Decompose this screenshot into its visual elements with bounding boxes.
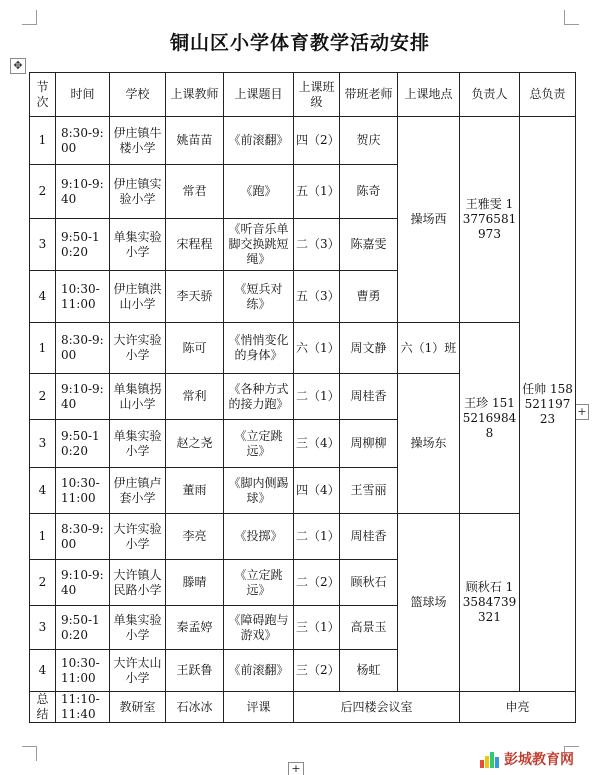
time-cell: 10:30-11:00 bbox=[56, 468, 110, 514]
period-cell: 1 bbox=[30, 323, 56, 374]
manager-cell: 王雅雯 13776581973 bbox=[460, 117, 520, 323]
homeroom-teacher-cell: 陈奇 bbox=[340, 165, 398, 219]
location-cell: 操场东 bbox=[398, 374, 460, 514]
add-column-plus-icon[interactable]: + bbox=[575, 404, 589, 420]
school-cell: 单集实验小学 bbox=[110, 420, 166, 468]
column-header: 负责人 bbox=[460, 73, 520, 117]
homeroom-teacher-cell: 贺庆 bbox=[340, 117, 398, 165]
column-header: 节次 bbox=[30, 73, 56, 117]
topic-cell: 《前滚翻》 bbox=[224, 117, 294, 165]
time-cell: 8:30-9:00 bbox=[56, 514, 110, 560]
location-cell: 六（1）班 bbox=[398, 323, 460, 374]
time-cell: 10:30-11:00 bbox=[56, 271, 110, 323]
column-header: 上课题目 bbox=[224, 73, 294, 117]
class-cell: 六（1） bbox=[294, 323, 340, 374]
homeroom-teacher-cell: 曹勇 bbox=[340, 271, 398, 323]
period-cell: 3 bbox=[30, 420, 56, 468]
homeroom-teacher-cell: 周文静 bbox=[340, 323, 398, 374]
class-cell: 五（1） bbox=[294, 165, 340, 219]
period-cell: 3 bbox=[30, 606, 56, 650]
teacher-cell: 宋程程 bbox=[166, 219, 224, 271]
school-cell: 大许镇人民路小学 bbox=[110, 560, 166, 606]
topic-cell: 《悄悄变化的身体》 bbox=[224, 323, 294, 374]
class-cell: 四（2） bbox=[294, 117, 340, 165]
summary-label-cell: 总结 bbox=[30, 692, 56, 723]
location-cell: 操场西 bbox=[398, 117, 460, 323]
homeroom-teacher-cell: 陈嘉雯 bbox=[340, 219, 398, 271]
time-cell: 9:10-9:40 bbox=[56, 560, 110, 606]
summary-place-cell: 后四楼会议室 bbox=[294, 692, 460, 723]
time-cell: 9:10-9:40 bbox=[56, 374, 110, 420]
class-cell: 二（1） bbox=[294, 374, 340, 420]
time-cell: 9:50-10:20 bbox=[56, 219, 110, 271]
watermark-logo bbox=[478, 748, 598, 770]
page-corner-mark bbox=[22, 10, 37, 25]
class-cell: 二（3） bbox=[294, 219, 340, 271]
topic-cell: 《投掷》 bbox=[224, 514, 294, 560]
teacher-cell: 常利 bbox=[166, 374, 224, 420]
table-move-handle-icon[interactable]: ✥ bbox=[10, 58, 26, 74]
topic-cell: 《脚内侧踢球》 bbox=[224, 468, 294, 514]
topic-cell: 《听音乐单脚交换跳短绳》 bbox=[224, 219, 294, 271]
column-header: 带班老师 bbox=[340, 73, 398, 117]
teacher-cell: 常君 bbox=[166, 165, 224, 219]
time-cell: 10:30-11:00 bbox=[56, 650, 110, 692]
topic-cell: 《前滚翻》 bbox=[224, 650, 294, 692]
table-row bbox=[30, 117, 576, 165]
class-cell: 三（2） bbox=[294, 650, 340, 692]
homeroom-teacher-cell: 周柳柳 bbox=[340, 420, 398, 468]
period-cell: 2 bbox=[30, 165, 56, 219]
teacher-cell: 陈可 bbox=[166, 323, 224, 374]
class-cell: 三（4） bbox=[294, 420, 340, 468]
teacher-cell: 李天骄 bbox=[166, 271, 224, 323]
time-cell: 9:50-10:20 bbox=[56, 420, 110, 468]
column-header: 学校 bbox=[110, 73, 166, 117]
book-logo-icon bbox=[478, 748, 500, 770]
homeroom-teacher-cell: 顾秋石 bbox=[340, 560, 398, 606]
topic-cell: 《各种方式的接力跑》 bbox=[224, 374, 294, 420]
class-cell: 二（1） bbox=[294, 514, 340, 560]
page-title: 铜山区小学体育教学活动安排 bbox=[169, 32, 430, 54]
summary-person-cell: 石冰冰 bbox=[166, 692, 224, 723]
watermark-text: 彭城教育网 bbox=[504, 752, 574, 768]
summary-row bbox=[30, 692, 576, 723]
column-header: 总负责 bbox=[520, 73, 576, 117]
teacher-cell: 滕晴 bbox=[166, 560, 224, 606]
class-cell: 三（1） bbox=[294, 606, 340, 650]
teacher-cell: 董雨 bbox=[166, 468, 224, 514]
class-cell: 四（4） bbox=[294, 468, 340, 514]
table-row bbox=[30, 323, 576, 374]
schedule-table bbox=[29, 72, 576, 723]
period-cell: 4 bbox=[30, 468, 56, 514]
column-header: 上课地点 bbox=[398, 73, 460, 117]
table-row bbox=[30, 514, 576, 560]
homeroom-teacher-cell: 周桂香 bbox=[340, 514, 398, 560]
period-cell: 4 bbox=[30, 650, 56, 692]
location-cell: 篮球场 bbox=[398, 514, 460, 692]
summary-host-cell: 申亮 bbox=[460, 692, 576, 723]
period-cell: 4 bbox=[30, 271, 56, 323]
period-cell: 1 bbox=[30, 117, 56, 165]
summary-activity-cell: 评课 bbox=[224, 692, 294, 723]
teacher-cell: 姚苗苗 bbox=[166, 117, 224, 165]
summary-time-cell: 11:10-11:40 bbox=[56, 692, 110, 723]
school-cell: 单集镇拐山小学 bbox=[110, 374, 166, 420]
school-cell: 单集实验小学 bbox=[110, 219, 166, 271]
teacher-cell: 赵之尧 bbox=[166, 420, 224, 468]
topic-cell: 《障碍跑与游戏》 bbox=[224, 606, 294, 650]
column-header: 上课教师 bbox=[166, 73, 224, 117]
table-header-row bbox=[30, 73, 576, 117]
topic-cell: 《跑》 bbox=[224, 165, 294, 219]
homeroom-teacher-cell: 高景玉 bbox=[340, 606, 398, 650]
manager-cell: 王珍 15152169848 bbox=[460, 323, 520, 514]
teacher-cell: 秦孟婷 bbox=[166, 606, 224, 650]
homeroom-teacher-cell: 杨虹 bbox=[340, 650, 398, 692]
time-cell: 8:30-9:00 bbox=[56, 117, 110, 165]
column-header: 时间 bbox=[56, 73, 110, 117]
time-cell: 9:50-10:20 bbox=[56, 606, 110, 650]
teacher-cell: 王跃鲁 bbox=[166, 650, 224, 692]
teacher-cell: 李亮 bbox=[166, 514, 224, 560]
class-cell: 二（2） bbox=[294, 560, 340, 606]
school-cell: 伊庄镇牛楼小学 bbox=[110, 117, 166, 165]
period-cell: 3 bbox=[30, 219, 56, 271]
topic-cell: 《短兵对练》 bbox=[224, 271, 294, 323]
time-cell: 9:10-9:40 bbox=[56, 165, 110, 219]
school-cell: 单集实验小学 bbox=[110, 606, 166, 650]
school-cell: 伊庄镇洪山小学 bbox=[110, 271, 166, 323]
school-cell: 大许实验小学 bbox=[110, 323, 166, 374]
add-row-plus-icon[interactable]: + bbox=[288, 762, 304, 775]
chief-cell: 任帅 15852119723 bbox=[520, 117, 576, 692]
summary-type-cell: 教研室 bbox=[110, 692, 166, 723]
school-cell: 伊庄镇实验小学 bbox=[110, 165, 166, 219]
topic-cell: 《立定跳远》 bbox=[224, 560, 294, 606]
manager-cell: 顾秋石 13584739321 bbox=[460, 514, 520, 692]
page-corner-mark bbox=[22, 746, 37, 761]
school-cell: 大许太山小学 bbox=[110, 650, 166, 692]
homeroom-teacher-cell: 周桂香 bbox=[340, 374, 398, 420]
period-cell: 2 bbox=[30, 374, 56, 420]
topic-cell: 《立定跳远》 bbox=[224, 420, 294, 468]
column-header: 上课班级 bbox=[294, 73, 340, 117]
period-cell: 1 bbox=[30, 514, 56, 560]
school-cell: 伊庄镇卢套小学 bbox=[110, 468, 166, 514]
homeroom-teacher-cell: 王雪丽 bbox=[340, 468, 398, 514]
page-corner-mark bbox=[564, 10, 579, 25]
time-cell: 8:30-9:00 bbox=[56, 323, 110, 374]
period-cell: 2 bbox=[30, 560, 56, 606]
school-cell: 大许实验小学 bbox=[110, 514, 166, 560]
class-cell: 五（3） bbox=[294, 271, 340, 323]
